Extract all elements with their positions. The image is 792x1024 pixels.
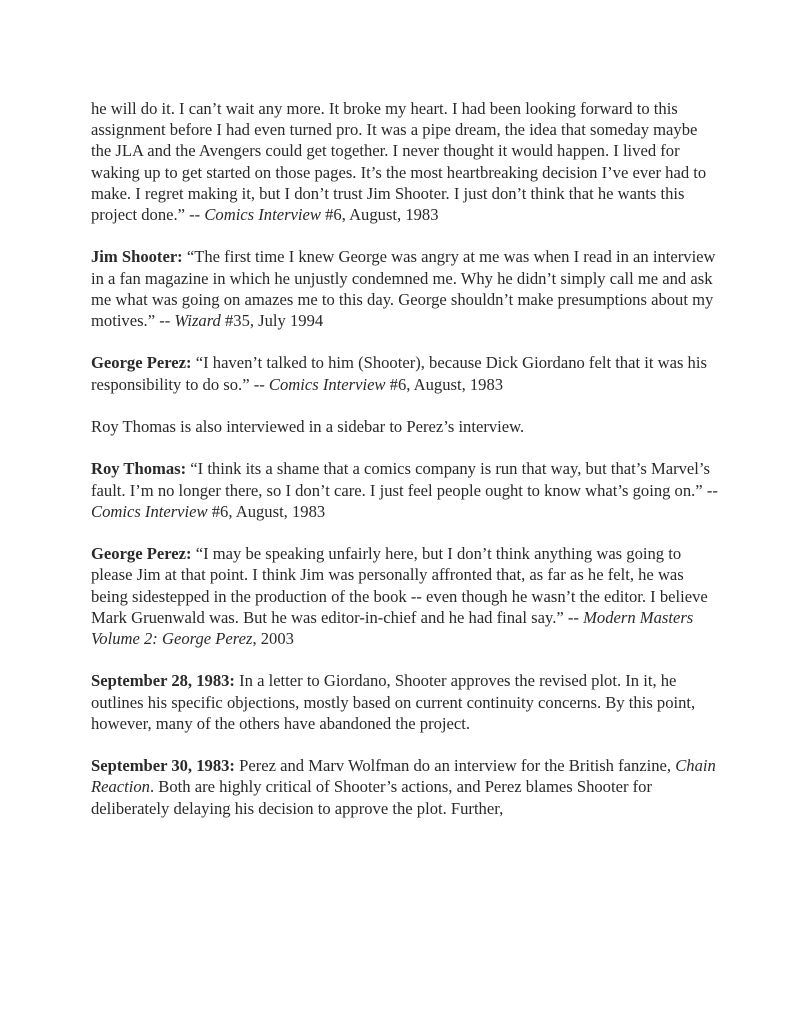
entry-date: September 30, 1983: [91, 756, 235, 776]
source-details: #6, August, 1983 [320, 205, 439, 225]
paragraph-text: “The first time I knew George was angry at me was when I read in an interview in a fan magazine in which he unjustly condemned me. Why he didn’t simply call me and ask me what was going on amazes me to this day. George shouldn’t make presumptions about my motives.” -- [91, 247, 716, 331]
source-title: Comics Interview [268, 374, 386, 394]
source-title: Modern Masters Volume 2: George Perez [91, 607, 694, 648]
quote-paragraph-continued [91, 98, 721, 225]
speaker-name: Jim Shooter: [91, 247, 183, 267]
source-title: Chain Reaction [91, 756, 716, 797]
quote-paragraph-shooter [91, 246, 721, 331]
source-details: , 2003 [252, 629, 294, 648]
document-page [91, 98, 721, 840]
paragraph-text: Perez and Marv Wolfman do an interview for the British fanzine, [234, 756, 676, 776]
paragraph-text-continued: . Both are highly critical of Shooter’s actions, and Perez blames Shooter for deliberately delaying his decision to approve the plot. Further, [91, 777, 652, 818]
paragraph-text: In a letter to Giordano, Shooter approves the revised plot. In it, he outlines his specific objections, mostly based on current continuity concerns. By this point, however, many of the others have abandoned the project. [91, 671, 696, 733]
speaker-name: Roy Thomas: [91, 459, 187, 479]
speaker-name: George Perez: [91, 544, 192, 564]
speaker-name: George Perez: [91, 353, 192, 373]
quote-paragraph-thomas [91, 458, 721, 522]
paragraph-text: Roy Thomas is also interviewed in a sidebar to Perez’s interview. [91, 417, 525, 436]
entry-date: September 28, 1983: [91, 671, 235, 691]
quote-paragraph-perez-2 [91, 543, 721, 649]
source-details: #6, August, 1983 [207, 501, 326, 521]
paragraph-text: “I haven’t talked to him (Shooter), because Dick Giordano felt that it was his responsibility to do so.” -- [91, 353, 707, 394]
source-title: Comics Interview [204, 205, 321, 225]
source-details: #6, August, 1983 [385, 374, 504, 394]
timeline-entry-sep-30 [91, 755, 721, 819]
timeline-entry-sep-28 [91, 670, 721, 734]
source-details: #35, July 1994 [220, 311, 324, 331]
source-title: Comics Interview [91, 501, 208, 521]
paragraph-text: “I think its a shame that a comics company is run that way, but that’s Marvel’s fault. I’m no longer there, so I don’t care. I just feel people ought to know what’s going on.” -- [91, 459, 718, 500]
quote-paragraph-perez-1 [91, 352, 721, 394]
paragraph-text: he will do it. I can’t wait any more. It broke my heart. I had been looking forward to this assignment before I had even turned pro. It was a pipe dream, the idea that someday maybe the JLA and the Avengers could get together. I never thought it would happen. I lived for waking up to get started on those pages. It’s the most heartbreaking decision I’ve ever had to make. I regret making it, but I don’t trust Jim Shooter. I just don’t think that he wants this project done.” -- [91, 99, 707, 225]
source-title: Wizard [174, 311, 221, 331]
paragraph-text: “I may be speaking unfairly here, but I don’t think anything was going to please Jim at that point. I think Jim was personally affronted that, as far as he felt, he was being sidestepped in the production of the book -- even though he wasn’t the editor. I believe Mark Gruenwald was. But he was editor-in-chief and he had final say.” -- [91, 544, 708, 627]
narrative-paragraph [91, 416, 721, 437]
